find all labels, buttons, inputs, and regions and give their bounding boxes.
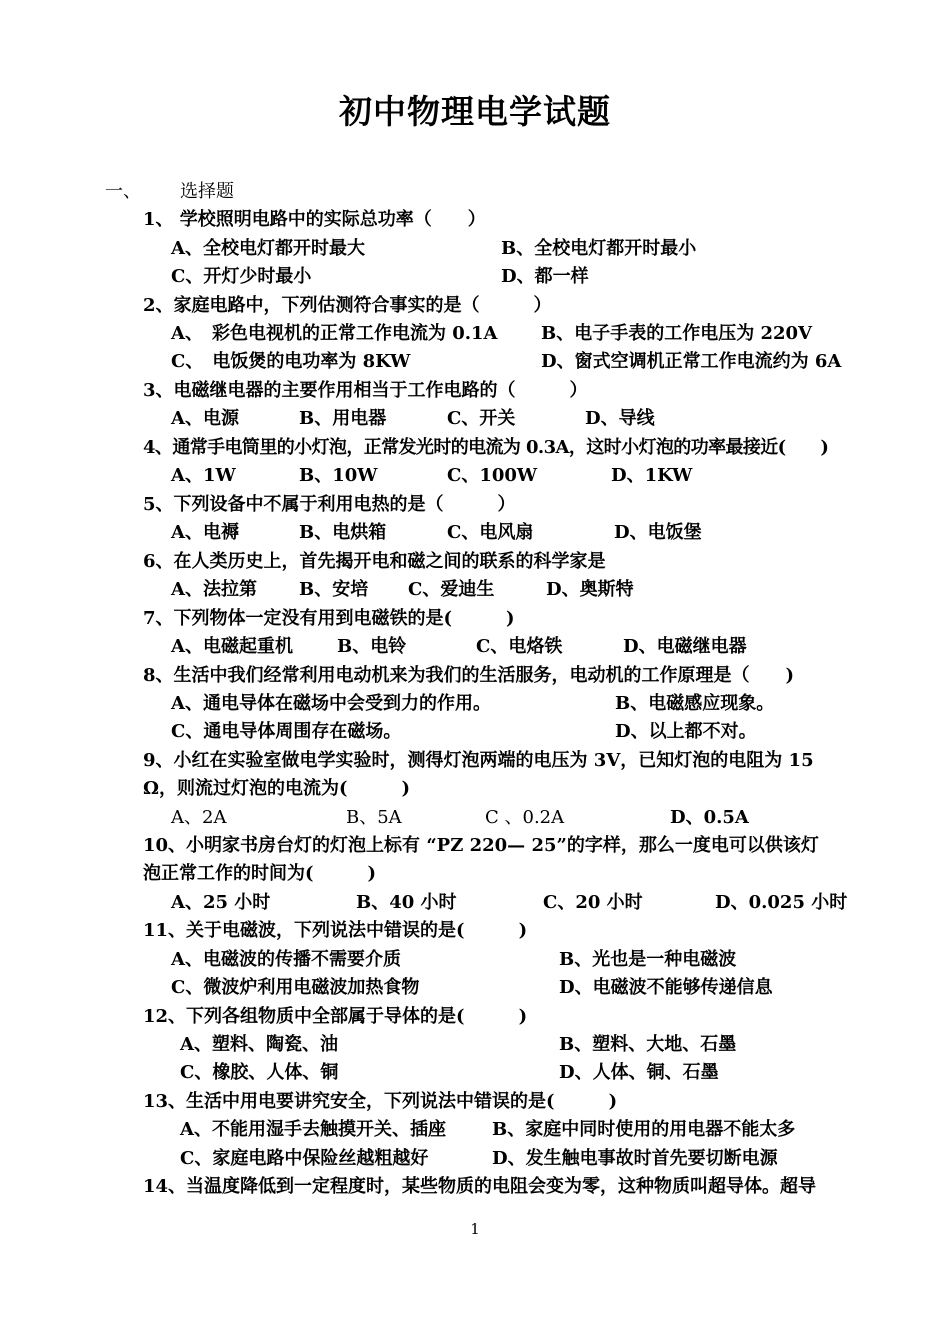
question-12-option-c: C、橡胶、人体、铜 xyxy=(180,1062,339,1083)
question-13-stem: 13、生活中用电要讲究安全，下列说法中错误的是( ) xyxy=(143,1091,618,1112)
question-5-option-b: B、电烘箱 xyxy=(299,522,387,543)
question-10-stem-line-2: 泡正常工作的时间为( ) xyxy=(143,863,377,884)
question-9-option-b: B、5A xyxy=(346,807,402,828)
question-6-option-c: C、爱迪生 xyxy=(408,579,495,600)
question-2-stem: 2、家庭电路中，下列估测符合事实的是（ ） xyxy=(143,295,552,316)
question-5-option-a: A、电褥 xyxy=(171,522,239,543)
question-7-option-a: A、电磁起重机 xyxy=(171,636,293,657)
section-number: 一、 xyxy=(105,181,141,202)
question-1-stem: 1、 学校照明电路中的实际总功率（ ） xyxy=(143,209,486,230)
question-1-option-b: B、全校电灯都开时最小 xyxy=(501,238,697,259)
question-11-option-d: D、电磁波不能够传递信息 xyxy=(559,977,773,998)
question-6-option-d: D、奥斯特 xyxy=(546,579,634,600)
question-7-option-c: C、电烙铁 xyxy=(476,636,563,657)
question-10-option-d: D、0.025 小时 xyxy=(715,892,848,913)
question-13-option-c: C、家庭电路中保险丝越粗越好 xyxy=(180,1148,429,1169)
question-2-option-a: A、 彩色电视机的正常工作电流为 0.1A xyxy=(171,323,498,344)
question-5-option-d: D、电饭堡 xyxy=(614,522,702,543)
question-5-option-c: C、电风扇 xyxy=(447,522,534,543)
section-label: 选择题 xyxy=(180,181,234,202)
question-9-stem-line-1: 9、小红在实验室做电学实验时，测得灯泡两端的电压为 3V，已知灯泡的电阻为 15 xyxy=(143,750,814,771)
question-11-option-b: B、光也是一种电磁波 xyxy=(559,949,737,970)
question-10-option-b: B、40 小时 xyxy=(356,892,457,913)
question-7-option-b: B、电铃 xyxy=(337,636,407,657)
question-4-option-b: B、10W xyxy=(299,465,378,486)
question-8-stem: 8、生活中我们经常利用电动机来为我们的生活服务，电动机的工作原理是（ ) xyxy=(143,665,795,686)
question-12-option-a: A、塑料、陶瓷、油 xyxy=(180,1034,338,1055)
document-title: 初中物理电学试题 xyxy=(339,92,611,131)
question-14-stem: 14、当温度降低到一定程度时，某些物质的电阻会变为零，这种物质叫超导体。超导 xyxy=(143,1176,817,1197)
question-1-option-d: D、都一样 xyxy=(501,266,589,287)
question-7-stem: 7、下列物体一定没有用到电磁铁的是( ) xyxy=(143,608,515,629)
question-3-stem: 3、电磁继电器的主要作用相当于工作电路的（ ） xyxy=(143,380,588,401)
question-6-option-a: A、法拉第 xyxy=(171,579,257,600)
question-5-stem: 5、下列设备中不属于利用电热的是（ ） xyxy=(143,494,516,515)
question-4-option-d: D、1KW xyxy=(611,465,693,486)
question-12-option-d: D、人体、铜、石墨 xyxy=(559,1062,719,1083)
question-11-option-a: A、电磁波的传播不需要介质 xyxy=(171,949,401,970)
question-10-stem-line-1: 10、小明家书房台灯的灯泡上标有 “PZ 220— 25”的字样，那么一度电可以供该灯 xyxy=(143,835,819,856)
question-4-option-c: C、100W xyxy=(447,465,538,486)
question-11-stem: 11、关于电磁波，下列说法中错误的是( ) xyxy=(143,920,528,941)
question-7-option-d: D、电磁继电器 xyxy=(623,636,747,657)
question-2-option-d: D、窗式空调机正常工作电流约为 6A xyxy=(541,351,842,372)
question-13-option-d: D、发生触电事故时首先要切断电源 xyxy=(492,1148,778,1169)
question-10-option-c: C、20 小时 xyxy=(543,892,643,913)
question-10-option-a: A、25 小时 xyxy=(171,892,271,913)
question-6-stem: 6、在人类历史上，首先揭开电和磁之间的联系的科学家是 xyxy=(143,551,606,572)
question-3-option-a: A、电源 xyxy=(171,408,239,429)
question-8-option-d: D、以上都不对。 xyxy=(615,721,757,742)
question-1-option-a: A、全校电灯都开时最大 xyxy=(171,238,365,259)
question-9-option-a: A、2A xyxy=(171,807,227,828)
question-3-option-d: D、导线 xyxy=(585,408,655,429)
question-9-option-d: D、0.5A xyxy=(670,807,749,828)
question-13-option-a: A、不能用湿手去触摸开关、插座 xyxy=(180,1119,446,1140)
question-12-option-b: B、塑料、大地、石墨 xyxy=(559,1034,737,1055)
question-6-option-b: B、安培 xyxy=(299,579,369,600)
question-11-option-c: C、微波炉利用电磁波加热食物 xyxy=(171,977,420,998)
question-2-option-b: B、电子手表的工作电压为 220V xyxy=(541,323,813,344)
question-8-option-c: C、通电导体周围存在磁场。 xyxy=(171,721,402,742)
question-1-option-c: C、开灯少时最小 xyxy=(171,266,312,287)
question-4-option-a: A、1W xyxy=(171,465,236,486)
question-3-option-c: C、开关 xyxy=(447,408,516,429)
question-8-option-a: A、通电导体在磁场中会受到力的作用。 xyxy=(171,693,491,714)
question-4-stem: 4、通常手电筒里的小灯泡，正常发光时的电流为 0.3A，这时小灯泡的功率最接近( ) xyxy=(143,437,829,458)
page-number: 1 xyxy=(470,1220,480,1238)
question-3-option-b: B、用电器 xyxy=(299,408,387,429)
question-13-option-b: B、家庭中同时使用的用电器不能太多 xyxy=(492,1119,796,1140)
question-12-stem: 12、下列各组物质中全部属于导体的是( ) xyxy=(143,1006,528,1027)
question-2-option-c: C、 电饭煲的电功率为 8KW xyxy=(171,351,411,372)
question-8-option-b: B、电磁感应现象。 xyxy=(615,693,775,714)
question-9-option-c: C 、0.2A xyxy=(485,807,565,828)
question-9-stem-line-2: Ω，则流过灯泡的电流为( ) xyxy=(143,778,411,799)
